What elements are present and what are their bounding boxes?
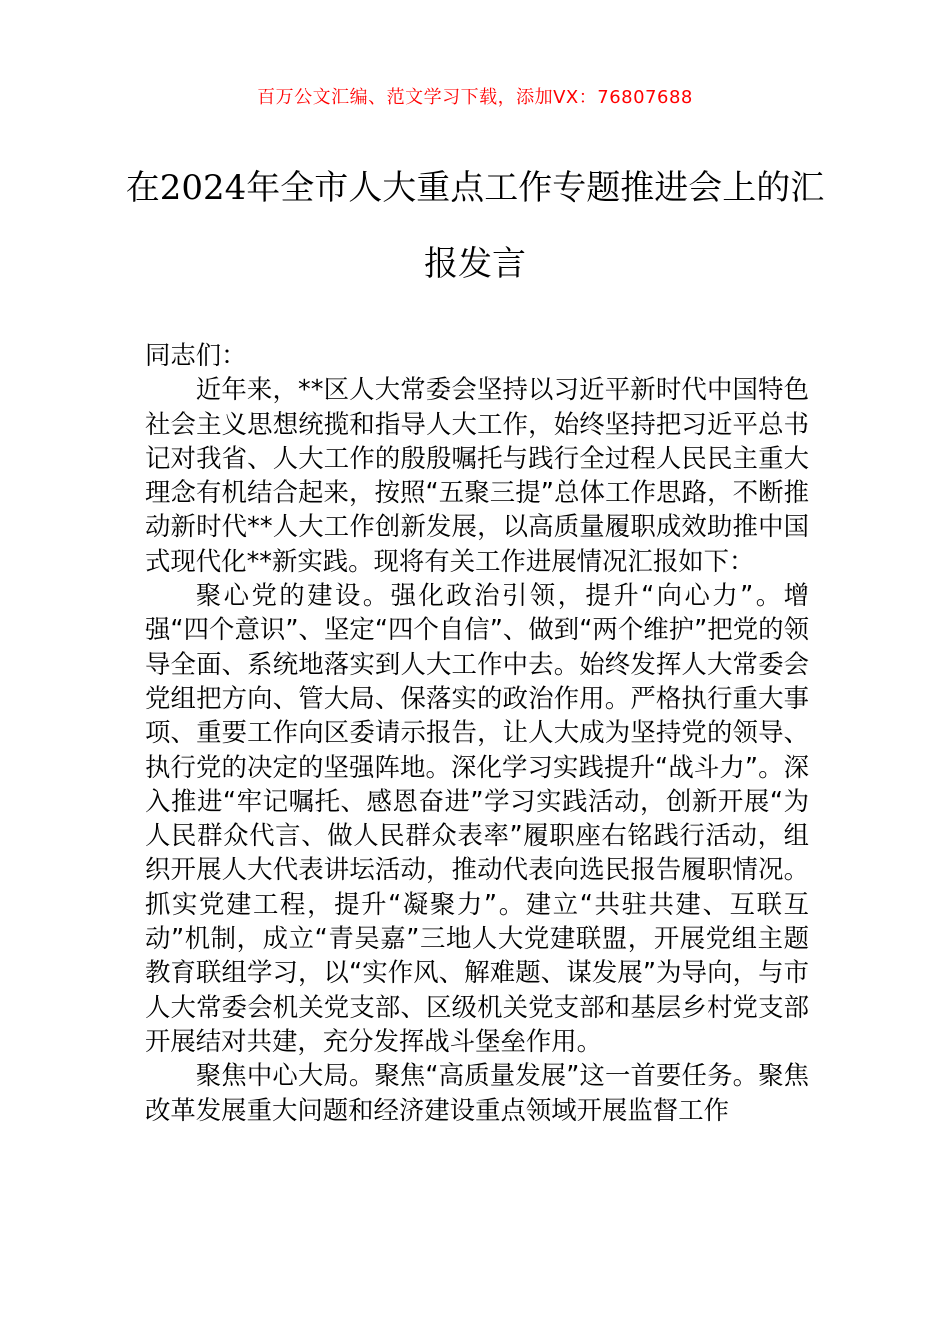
watermark-banner: 百万公文汇编、范文学习下载，添加VX：76807688 <box>257 87 693 108</box>
document-title: 在2024年全市人大重点工作专题推进会上的汇报发言 <box>125 168 825 284</box>
paragraph-intro: 近年来，**区人大常委会坚持以习近平新时代中国特色社会主义思想统揽和指导人大工作，始终坚持把习近平总书记对我省、人大工作的殷殷嘱托与践行全过程人民民主重大理念有机结合起来，按照“五聚三提”总体工作思路，不断推动新时代**人大工作创新发展，以高质量履职成效助推中国式现代化**新实践。现将有关工作进展情况汇报如下： <box>145 374 809 576</box>
salutation: 同志们： <box>145 340 247 370</box>
document-body <box>145 338 809 1127</box>
paragraph-party-building: 聚心党的建设。强化政治引领，提升“向心力”。增强“四个意识”、坚定“四个自信”、做到“两个维护”把党的领导全面、系统地落实到人大工作中去。始终发挥人大常委会党组把方向、管大局、保落实的政治作用。严格执行重大事项、重要工作向区委请示报告，让人大成为坚持党的领导、执行党的决定的坚强阵地。深化学习实践提升“战斗力”。深入推进“牢记嘱托、感恩奋进”学习实践活动，创新开展“为人民群众代言、做人民群众表率”履职座右铭践行活动，组织开展人大代表讲坛活动，推动代表向选民报告履职情况。抓实党建工程，提升“凝聚力”。建立“共驻共建、互联互动”机制，成立“青吴嘉”三地人大党建联盟，开展党组主题教育联组学习，以“实作风、解难题、谋发展”为导向，与市人大常委会机关党支部、区级机关党支部和基层乡村党支部开展结对共建，充分发挥战斗堡垒作用。 <box>145 580 809 1056</box>
paragraph-central-focus: 聚焦中心大局。聚焦“高质量发展”这一首要任务。聚焦改革发展重大问题和经济建设重点领域开展监督工作 <box>145 1060 809 1125</box>
